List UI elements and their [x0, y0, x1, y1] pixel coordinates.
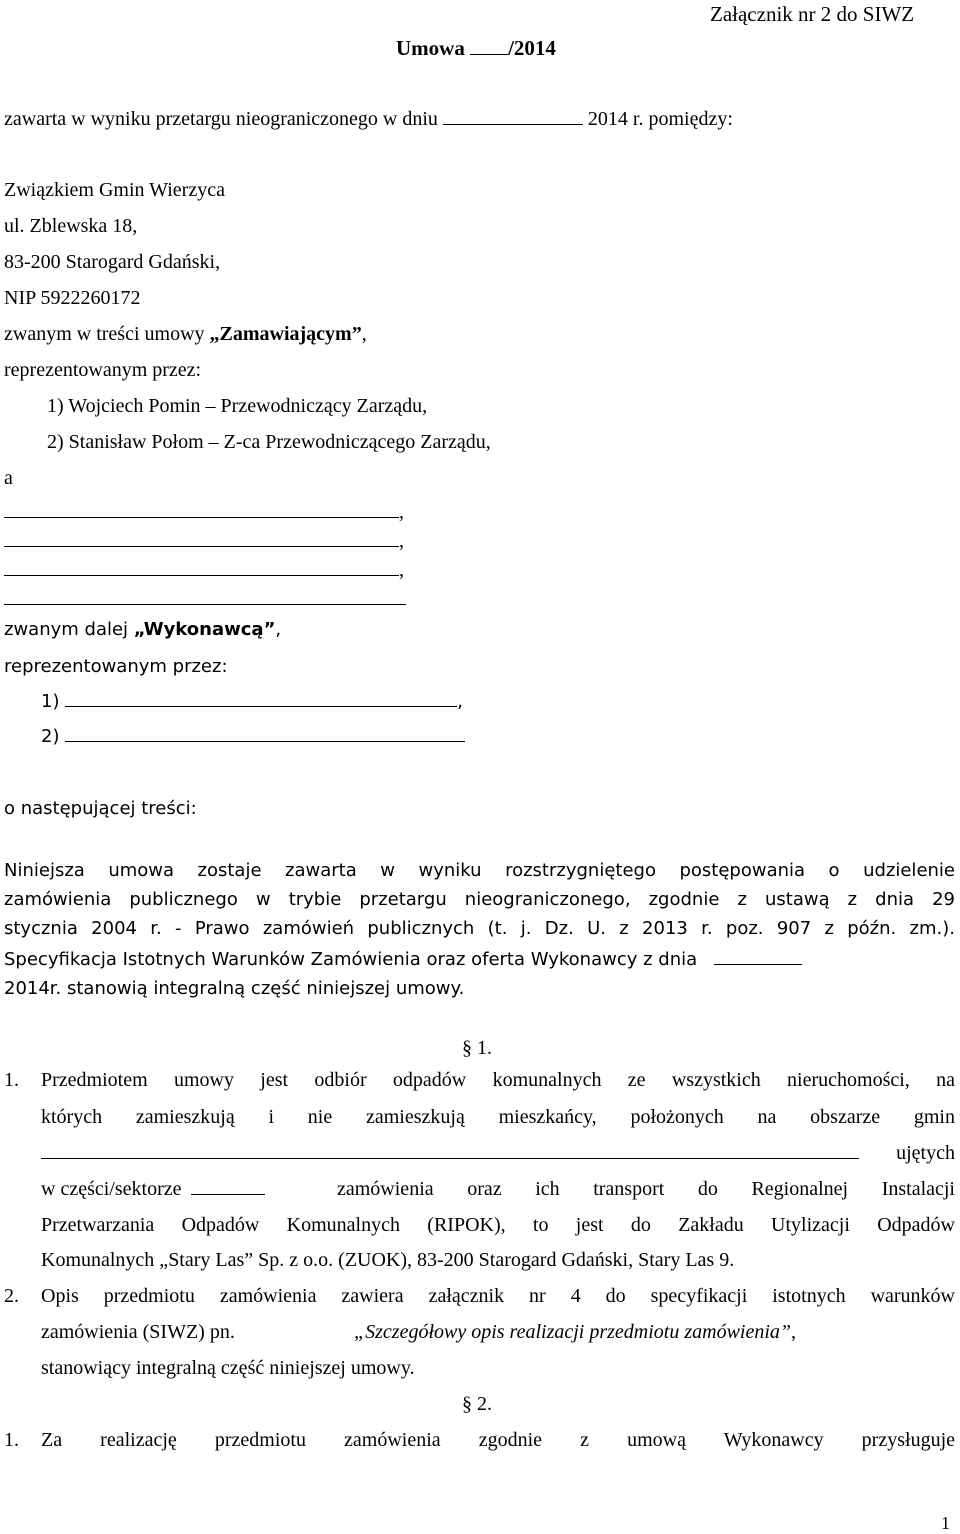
- section-1-item-1-line-2: których zamieszkują i nie zamieszkują mieszkańcy, położonych na obszarze gmin: [41, 1106, 955, 1128]
- ordering-party-rep-1: 1) Wojciech Pomin – Przewodniczący Zarządu,: [47, 395, 428, 417]
- preamble-line-5: 2014r. stanowią integralną część niniejszej umowy.: [4, 978, 465, 999]
- preamble-line-1: Niniejsza umowa zostaje zawarta w wyniku rozstrzygniętego postępowania o udzielenie: [4, 860, 955, 881]
- page-number: 1: [941, 1513, 950, 1533]
- section-1-item-1-line-6: Komunalnych „Stary Las” Sp. z o.o. (ZUOK), 83-200 Starogard Gdański, Stary Las 9.: [41, 1249, 735, 1271]
- ordering-party-street: ul. Zblewska 18,: [4, 215, 138, 237]
- contractor-rep-2: 2): [41, 725, 465, 748]
- contractor-rep-1: 1) ,: [41, 691, 463, 712]
- contractor-called: zwanym dalej „Wykonawcą”,: [4, 619, 282, 640]
- section-1-item-1-line-3: ujętych: [41, 1141, 955, 1165]
- section-1-item-2-line-3: stanowiący integralną część niniejszej umowy.: [41, 1357, 415, 1379]
- contractor-blank-line-2: ,: [4, 529, 404, 553]
- section-2-item-1-number: 1.: [4, 1429, 19, 1451]
- section-1-heading: § 1.: [462, 1037, 492, 1059]
- section-1-item-1-number: 1.: [4, 1069, 19, 1091]
- preamble-line-4: Specyfikacja Istotnych Warunków Zamówienia oraz oferta Wykonawcy z dnia: [4, 948, 802, 971]
- section-1-item-1-line-4: w części/sektorze zamówienia oraz ich transport do Regionalnej Instalacji: [41, 1178, 955, 1200]
- section-2-item-1-line-1: Za realizację przedmiotu zamówienia zgodnie z umową Wykonawcy przysługuje: [41, 1429, 955, 1451]
- ordering-party-name: Związkiem Gmin Wierzyca: [4, 179, 225, 201]
- and-word: a: [4, 467, 13, 489]
- contract-title: Umowa /2014: [396, 36, 556, 60]
- contractor-blank-line-4: [4, 587, 406, 611]
- contract-number-blank: [470, 38, 508, 55]
- section-1-item-2-line-2: zamówienia (SIWZ) pn. „Szczegółowy opis realizacji przedmiotu zamówienia”,: [41, 1321, 797, 1343]
- attachment-label: Załącznik nr 2 do SIWZ: [710, 2, 915, 26]
- contractor-blank-line-1: ,: [4, 500, 404, 524]
- contractor-represented: reprezentowanym przez:: [4, 656, 228, 677]
- ordering-party-city: 83-200 Starogard Gdański,: [4, 251, 221, 273]
- preamble-line-3: stycznia 2004 r. - Prawo zamówień publicznych (t. j. Dz. U. z 2013 r. poz. 907 z późn. zm.).: [4, 918, 955, 939]
- ordering-party-nip: NIP 5922260172: [4, 287, 141, 309]
- intro-line: zawarta w wyniku przetargu nieograniczonego w dniu 2014 r. pomiędzy:: [4, 108, 733, 130]
- section-1-item-2-number: 2.: [4, 1285, 19, 1307]
- preamble-line-2: zamówienia publicznego w trybie przetargu nieograniczonego, zgodnie z ustawą z dnia 29: [4, 889, 955, 910]
- ordering-party-called: zwanym w treści umowy „Zamawiającym”,: [4, 323, 367, 345]
- ordering-party-rep-2: 2) Stanisław Połom – Z-ca Przewodniczącego Zarządu,: [47, 431, 491, 453]
- section-1-item-2-line-1: Opis przedmiotu zamówienia zawiera załącznik nr 4 do specyfikacji istotnych warunków: [41, 1285, 955, 1307]
- section-2-heading: § 2.: [462, 1393, 492, 1415]
- contractor-blank-line-3: ,: [4, 558, 404, 582]
- ordering-party-represented: reprezentowanym przez:: [4, 359, 202, 381]
- date-blank: [443, 108, 583, 125]
- following-content: o następującej treści:: [4, 798, 197, 819]
- section-1-item-1-line-5: Przetwarzania Odpadów Komunalnych (RIPOK), to jest do Zakładu Utylizacji Odpadów: [41, 1214, 955, 1236]
- section-1-item-1-line-1: Przedmiotem umowy jest odbiór odpadów komunalnych ze wszystkich nieruchomości, na: [41, 1069, 955, 1091]
